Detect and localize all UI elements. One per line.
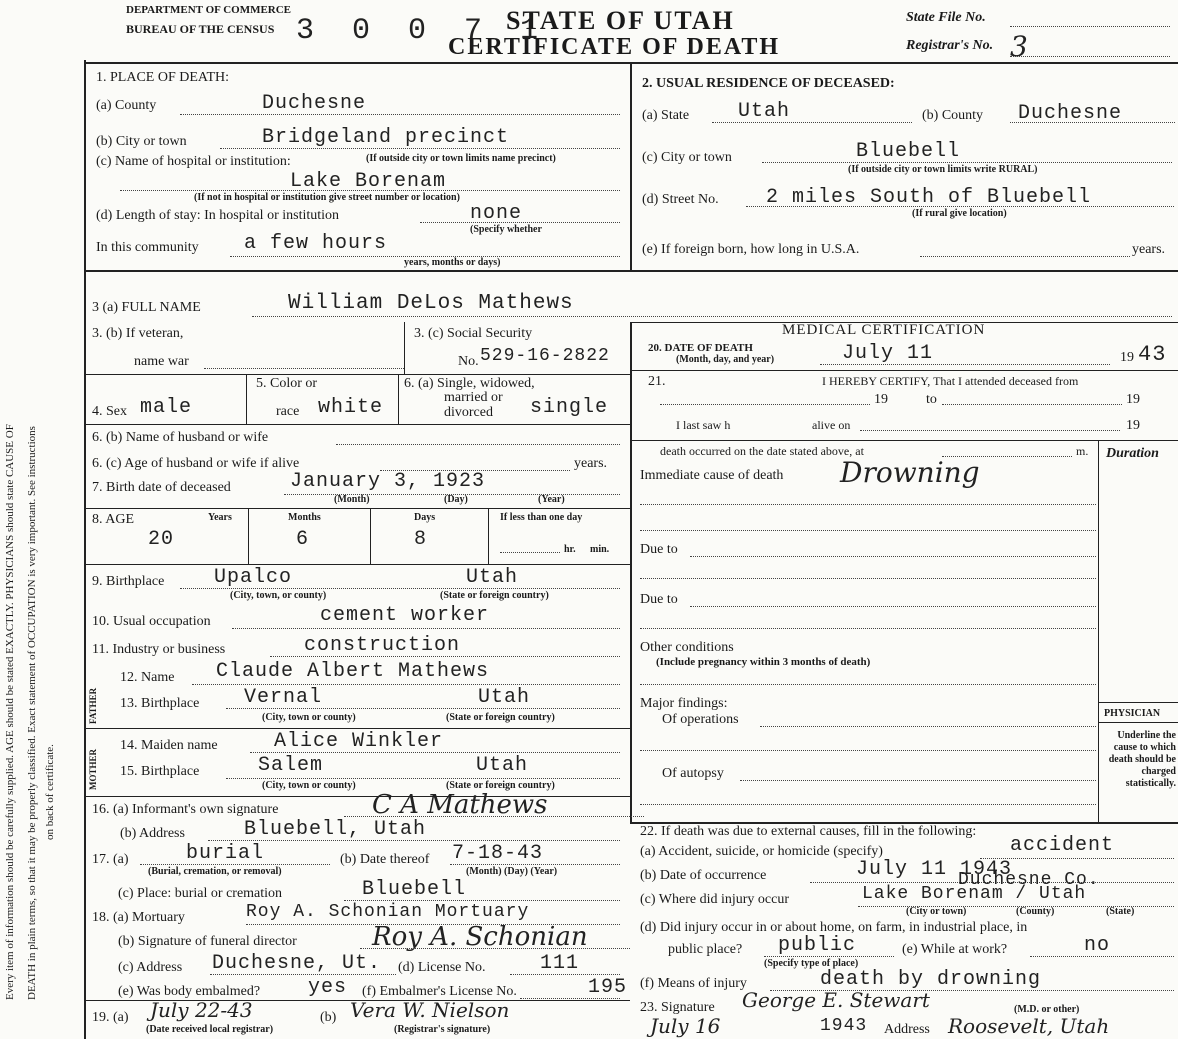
marital-label-2: married or (444, 390, 503, 405)
occurrence-value: July 11 1943 (856, 858, 1013, 881)
industry-value: construction (304, 634, 461, 657)
license-label: (d) License No. (398, 960, 486, 975)
state-title: STATE OF UTAH (506, 6, 735, 35)
date-of-death-label: 20. DATE OF DEATH (648, 342, 753, 354)
father-name-value: Claude Albert Mathews (216, 660, 490, 683)
res-years-label: years. (1132, 242, 1166, 257)
due-to-1-label: Due to (640, 542, 678, 557)
age-days-label: Days (414, 512, 436, 523)
informant-signature-label: 16. (a) Informant's own signature (92, 802, 279, 817)
while-at-work-label: (e) While at work? (902, 942, 1008, 957)
pod-hospital-note: (If outside city or town limits name precinct) (366, 153, 556, 164)
other-conditions-note: (Include pregnancy within 3 months of death) (656, 656, 871, 668)
signature-address-label: Address (884, 1022, 930, 1037)
age-hr-label: hr. (564, 544, 576, 555)
spouse-age-label: 6. (c) Age of husband or wife if alive (92, 456, 300, 471)
place-of-death-heading: 1. PLACE OF DEATH: (96, 70, 230, 85)
res-city-note: (If outside city or town limits write RURAL) (848, 164, 1038, 175)
certify-to: to (926, 392, 937, 407)
divider-medical (630, 322, 632, 822)
age-less-label: If less than one day (500, 512, 583, 523)
occurrence-label: (b) Date of occurrence (640, 868, 767, 883)
mother-name-label: 14. Maiden name (120, 738, 218, 753)
public-place-note: (Specify type of place) (764, 958, 859, 969)
birth-day-note: (Day) (444, 494, 468, 505)
race-value: white (318, 396, 384, 419)
occupation-label: 10. Usual occupation (92, 614, 211, 629)
age-months-label: Months (288, 512, 321, 523)
pod-specify-note: (Specify whether (470, 224, 542, 235)
pod-county-value: Duchesne (262, 92, 367, 115)
embalmer-license-value: 195 (588, 976, 628, 999)
sex-value: male (140, 396, 193, 419)
received-label: 19. (a) (92, 1010, 129, 1025)
birth-month-note: (Month) (334, 494, 370, 505)
of-operations-label: Of operations (662, 712, 739, 727)
death-occurred-m: m. (1076, 444, 1089, 458)
burial-place-label: (c) Place: burial or cremation (118, 886, 283, 901)
registrar-signature-note: (Registrar's signature) (394, 1024, 491, 1035)
physician-label: PHYSICIAN (1104, 708, 1161, 719)
registrar-signature: Vera W. Nielson (350, 998, 510, 1022)
public-place-value: public (778, 934, 857, 957)
margin-instruction-3: on back of certificate. (44, 744, 56, 840)
license-value: 111 (540, 952, 580, 975)
certify-text: I HEREBY CERTIFY, That I attended deceased from (822, 374, 1079, 388)
res-county-value: Duchesne (1018, 102, 1123, 125)
registrar-label: Registrar's No. (906, 38, 994, 53)
age-years-label: Years (208, 512, 232, 523)
mortuary-value: Roy A. Schonian Mortuary (246, 902, 530, 922)
father-name-label: 12. Name (120, 670, 175, 685)
ss-no-value: 529-16-2822 (480, 346, 610, 366)
marital-value: single (530, 396, 609, 419)
last-saw-label: I last saw h (676, 418, 731, 432)
state-file-label: State File No. (906, 10, 986, 25)
burial-note: (Burial, cremation, or removal) (148, 866, 282, 877)
medical-heading: MEDICAL CERTIFICATION (782, 322, 986, 338)
mortuary-label: 18. (a) Mortuary (92, 910, 185, 925)
birthplace-note-2: (State or foreign country) (440, 590, 549, 601)
registrar-number: 3 (1010, 30, 1028, 63)
immediate-cause-value: Drowning (840, 456, 980, 489)
color-label: 5. Color or (256, 376, 318, 391)
ss-no-label: No. (458, 354, 479, 369)
accident-label: (a) Accident, suicide, or homicide (specify) (640, 844, 883, 859)
residence-heading: 2. USUAL RESIDENCE OF DECEASED: (642, 76, 895, 91)
other-conditions-label: Other conditions (640, 640, 734, 655)
certificate-title: CERTIFICATE OF DEATH (448, 34, 781, 60)
informant-signature: C A Mathews (372, 790, 548, 820)
informant-address-label: (b) Address (120, 826, 185, 841)
physician-signature: George E. Stewart (742, 988, 930, 1012)
age-min-label: min. (590, 544, 610, 555)
res-state-value: Utah (738, 100, 791, 123)
mother-birthplace-label: 15. Birthplace (120, 764, 200, 779)
section-border (84, 270, 1178, 272)
where-label: (c) Where did injury occur (640, 892, 790, 907)
death-occurred-label: death occurred on the date stated above, at (660, 444, 864, 458)
signature-year: 1943 (820, 1016, 868, 1036)
age-days-value: 8 (414, 528, 428, 551)
funeral-director-signature: Roy A. Schonian (372, 922, 588, 952)
burial-date-label: (b) Date thereof (340, 852, 430, 867)
where-note-city: (City or town) (906, 906, 967, 917)
certify-19-b: 19 (1126, 392, 1140, 407)
mother-name-value: Alice Winkler (274, 730, 444, 753)
pod-community-label: In this community (96, 240, 199, 255)
means-label: (f) Means of injury (640, 976, 747, 991)
pod-hospital-note2: (If not in hospital or institution give street number or location) (194, 192, 460, 203)
res-city-value: Bluebell (856, 140, 961, 163)
res-city-label: (c) City or town (642, 150, 732, 165)
res-state-label: (a) State (642, 108, 690, 123)
pod-community-value: a few hours (244, 232, 388, 255)
certify-number: 21. (648, 374, 666, 389)
signature-address: Roosevelt, Utah (948, 1014, 1110, 1038)
certificate-stamp-number: 3 0 0 7 1 (296, 14, 549, 48)
father-birthplace-state: Utah (478, 686, 531, 709)
date-of-death-note: (Month, day, and year) (676, 354, 775, 365)
pod-hospital-label: (c) Name of hospital or institution: (96, 154, 291, 169)
spouse-name-label: 6. (b) Name of husband or wife (92, 430, 269, 445)
pod-stay-value: none (470, 202, 523, 225)
social-security-label: 3. (c) Social Security (414, 326, 533, 341)
burial-label: 17. (a) (92, 852, 129, 867)
means-value: death by drowning (820, 968, 1042, 991)
res-street-note: (If rural give location) (912, 208, 1007, 219)
embalmed-label: (e) Was body embalmed? (118, 984, 261, 999)
birth-year-note: (Year) (538, 494, 565, 505)
certify-19-a: 19 (874, 392, 888, 407)
age-months-value: 6 (296, 528, 310, 551)
physician-role-note: (M.D. or other) (1014, 1004, 1080, 1015)
res-street-label: (d) Street No. (642, 192, 719, 207)
pod-county-label: (a) County (96, 98, 157, 113)
accident-value: accident (1010, 834, 1115, 857)
full-name-label: 3 (a) FULL NAME (92, 300, 201, 315)
pod-hospital-value: Lake Borenam (290, 170, 447, 193)
due-to-2-label: Due to (640, 592, 678, 607)
birth-date-value: January 3, 1923 (290, 470, 486, 493)
race-label: race (276, 404, 300, 419)
signature-date: July 16 (650, 1014, 721, 1038)
signature-label: 23. Signature (640, 1000, 715, 1015)
father-note-1: (City, town or county) (262, 712, 356, 723)
pod-city-label: (b) City or town (96, 134, 187, 149)
informant-address: Bluebell, Utah (244, 818, 427, 841)
birthplace-city-value: Upalco (214, 566, 293, 589)
while-at-work-value: no (1084, 934, 1111, 957)
birthplace-state-value: Utah (466, 566, 519, 589)
mother-note-2: (State or foreign country) (446, 780, 555, 791)
embalmer-license-label: (f) Embalmer's License No. (362, 984, 517, 999)
received-value: July 22-43 (150, 998, 253, 1022)
bureau-label: BUREAU OF THE CENSUS (126, 22, 275, 36)
left-border (84, 60, 86, 1039)
marital-label-3: divorced (444, 405, 493, 420)
res-foreign-label: (e) If foreign born, how long in U.S.A. (642, 242, 860, 257)
embalmed-value: yes (308, 976, 348, 999)
age-years-value: 20 (148, 528, 175, 551)
father-birthplace-label: 13. Birthplace (120, 696, 200, 711)
physician-note: Underline the cause to which death should be charged statistically. (1108, 730, 1176, 789)
duration-label: Duration (1106, 446, 1159, 461)
veteran-label: 3. (b) If veteran, (92, 326, 184, 341)
spouse-age-years: years. (574, 456, 608, 471)
where-value: Lake Borenam / Utah (862, 884, 1087, 904)
mother-birthplace-city: Salem (258, 754, 324, 777)
pod-city-value: Bridgeland precinct (262, 126, 510, 149)
sex-label: 4. Sex (92, 404, 127, 419)
occupation-value: cement worker (320, 604, 490, 627)
date-of-death-value: July 11 (842, 342, 934, 365)
alive-on-19: 19 (1126, 418, 1140, 433)
where-note-county: (County) (1016, 906, 1055, 917)
death-year-prefix: 19 (1120, 350, 1134, 365)
birth-date-label: 7. Birth date of deceased (92, 480, 231, 495)
where-note-state: (State) (1106, 906, 1135, 917)
of-autopsy-label: Of autopsy (662, 766, 724, 781)
home-label: (d) Did injury occur in or about home, on farm, in industrial place, in (640, 920, 1028, 935)
alive-on-label: alive on (812, 418, 851, 432)
margin-instruction-2: DEATH in plain terms, so that it may be properly classified. Exact statement of OCCUPATION is very important. See instructions (26, 426, 38, 1000)
marital-label-1: 6. (a) Single, widowed, (404, 376, 535, 391)
immediate-cause-label: Immediate cause of death (640, 468, 784, 483)
birthplace-note-1: (City, town, or county) (230, 590, 327, 601)
dept-label: DEPARTMENT OF COMMERCE (126, 4, 292, 16)
external-causes-label: 22. If death was due to external causes, fill in the following: (640, 824, 977, 839)
birthplace-label: 9. Birthplace (92, 574, 165, 589)
burial-value: burial (186, 842, 265, 865)
father-vertical-label: FATHER (88, 687, 98, 724)
industry-label: 11. Industry or business (92, 642, 226, 657)
father-note-2: (State or foreign country) (446, 712, 555, 723)
margin-instruction-1: Every item of information should be carefully supplied. AGE should be stated EXACTLY. PHYSICIANS should state CAUSE OF (4, 424, 16, 1000)
father-birthplace-city: Vernal (244, 686, 323, 709)
divider-top (630, 62, 632, 270)
death-year-value: 43 (1138, 342, 1167, 367)
mother-vertical-label: MOTHER (88, 748, 98, 790)
mother-birthplace-state: Utah (476, 754, 529, 777)
funeral-director-label: (b) Signature of funeral director (118, 934, 297, 949)
full-name-value: William DeLos Mathews (288, 292, 574, 315)
registrar-signature-label: (b) (320, 1010, 337, 1025)
pod-community-note: years, months or days) (404, 257, 501, 268)
major-findings-label: Major findings: (640, 696, 728, 711)
age-label: 8. AGE (92, 512, 134, 527)
received-note: (Date received local registrar) (146, 1024, 274, 1035)
where-county-value: Duchesne Co. (958, 870, 1100, 890)
war-label: name war (134, 354, 189, 369)
burial-date-value: 7-18-43 (452, 842, 544, 865)
res-county-label: (b) County (922, 108, 984, 123)
mortuary-address: Duchesne, Ut. (212, 952, 382, 975)
pod-stay-label: (d) Length of stay: In hospital or institution (96, 208, 340, 223)
res-street-value: 2 miles South of Bluebell (766, 186, 1092, 209)
mortuary-address-label: (c) Address (118, 960, 183, 975)
burial-place-value: Bluebell (362, 878, 467, 901)
mother-note-1: (City, town or county) (262, 780, 356, 791)
burial-date-note: (Month) (Day) (Year) (466, 866, 558, 877)
public-place-label: public place? (668, 942, 743, 957)
